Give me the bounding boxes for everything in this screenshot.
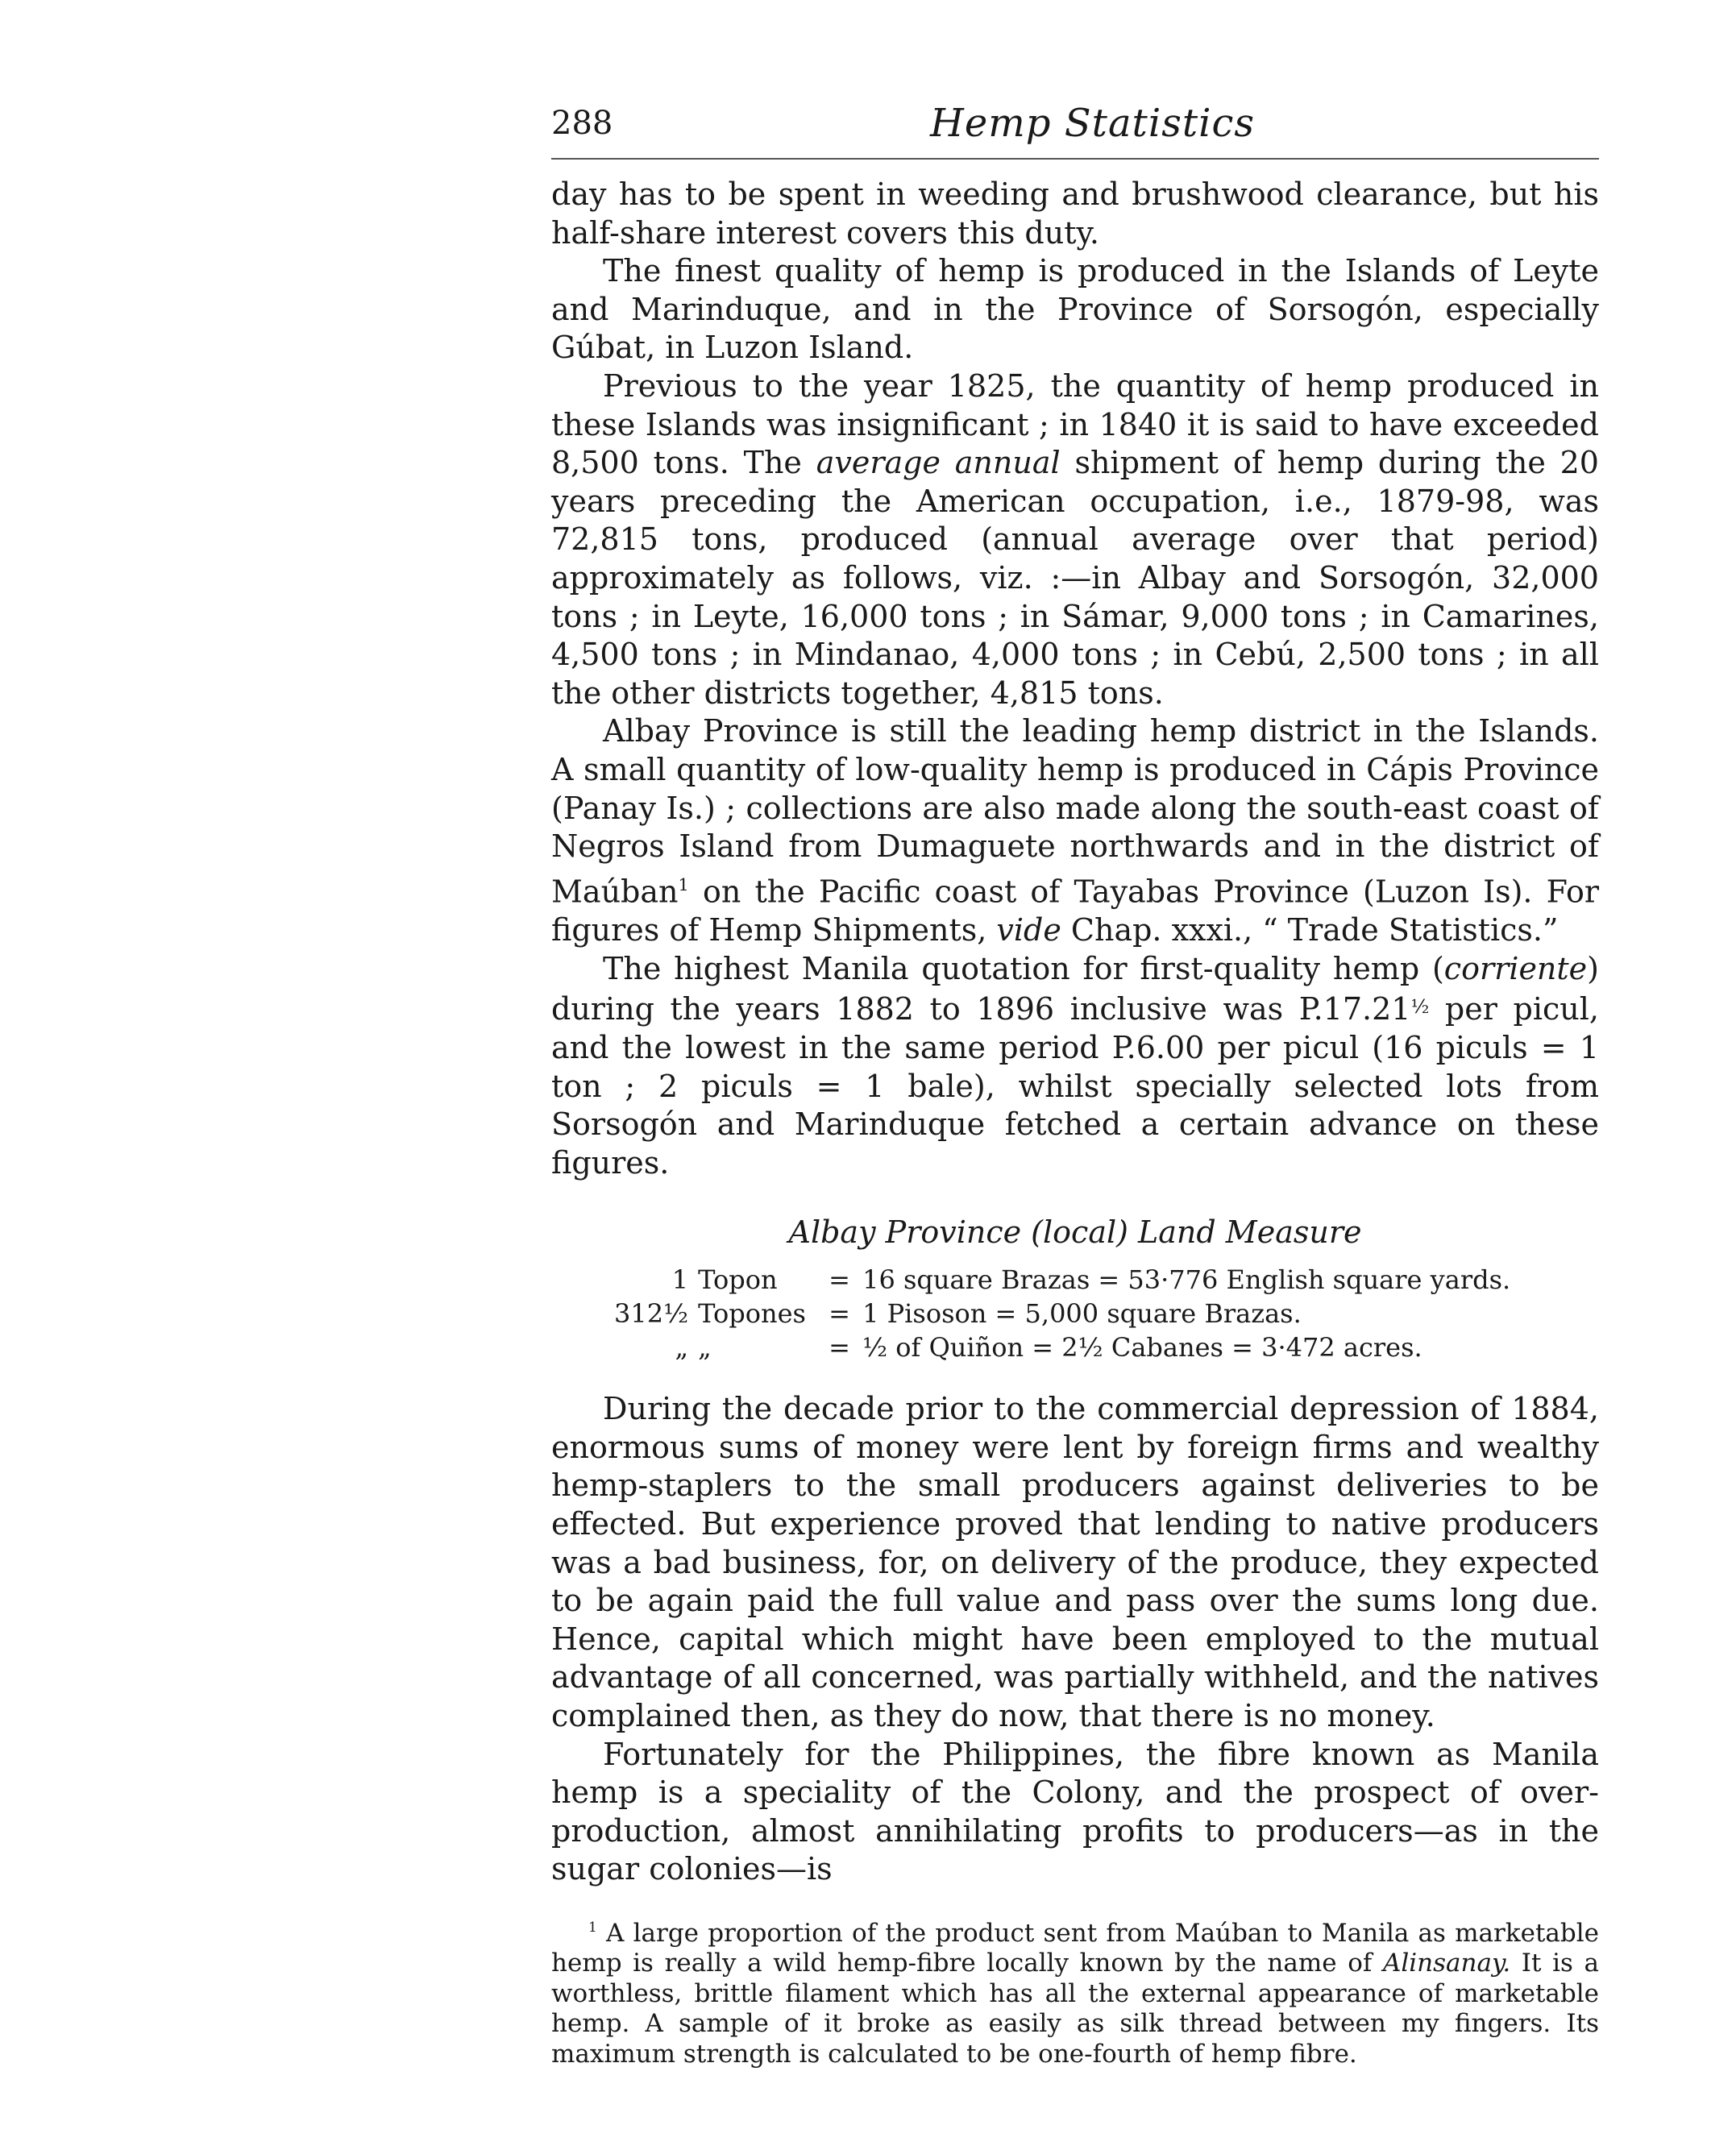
table-row [614, 1330, 1520, 1364]
footnote-marker: 1 [588, 1920, 597, 1936]
paragraph-1: day has to be spent in weeding and brushwood clearance, but his half-share interest covers this duty. [551, 176, 1599, 251]
paragraph-7: Fortunately for the Philippines, the fibre known as Manila hemp is a speciality of the Colony, and the prospect of over-production, almost annihilating profits to producers—as in the sugar colonies—is [551, 1736, 1599, 1887]
measure-qty: „ [675, 1332, 689, 1364]
table-row [614, 1263, 1520, 1297]
paragraph-3 [551, 367, 1599, 712]
measure-value: ½ of Quiñon = 2½ Cabanes = 3·472 acres. [862, 1332, 1422, 1364]
body-text [551, 176, 1599, 2069]
header-rule [551, 158, 1599, 160]
page-number: 288 [551, 105, 613, 142]
page-header [551, 95, 1599, 152]
measure-table-title: Albay Province (local) Land Measure [788, 1214, 1362, 1251]
paragraph-4 [551, 712, 1599, 949]
paragraph-4-text-c: Chap. xxxi., “ Trade Statistics.” [1061, 911, 1559, 948]
paragraph-6: During the decade prior to the commercial depression of 1884, enormous sums of money were lent by foreign firms and wealthy hemp-staplers to the small producers against deliveries to be effected. But experience proved that lending to native producers was a bad business, for, on delivery of the produce, they expected to be again paid the full value and pass over the sums long due. Hence, capital which might have been employed to the mutual advantage of all concerned, was partially withheld, and the natives complained then, as they do now, that there is no money. [551, 1391, 1599, 1734]
paragraph-3-emphasis: average annual [816, 445, 1061, 481]
paragraph-5-text-c: per picul, and the lowest in the same period P.6.00 per picul (16 piculs = 1 ton ; 2 piculs = 1 bale), whilst specially selected lots from Sorsogón and Marinduque fetched a certain advance on these figures. [551, 991, 1599, 1181]
paragraph-5 [551, 950, 1599, 1183]
paragraph-5-text-b: ) during the years 1882 to 1896 inclusive was P.17.21 [551, 950, 1599, 1027]
paragraph-4-text-a: Albay Province is still the leading hemp district in the Islands. A small quantity of low-quality hemp is produced in Cápis Province (Panay Is.) ; collections are also made along the south-east coast of Negros Island from Dumaguete northwards and in the district of Maúban [551, 713, 1599, 910]
running-title: Hemp Statistics [930, 101, 1255, 146]
measure-qty: 1 [671, 1264, 689, 1296]
paragraph-5-text-a: The highest Manila quotation for first-quality hemp ( [603, 950, 1444, 986]
price-fraction: ½ [1410, 995, 1430, 1019]
measure-table [614, 1263, 1520, 1364]
measure-equals: = [829, 1298, 850, 1330]
paragraph-3-text-b: shipment of hemp during the 20 years preceding the American occupation, i.e., 1879-98, was 72,815 tons, produced (annual average over that period) approximately as follows, viz. :—in Albay and Sorsogón, 32,000 tons ; in Leyte, 16,000 tons ; in Sámar, 9,000 tons ; in Camarines, 4,500 tons ; in Mindanao, 4,000 tons ; in Cebú, 2,500 tons ; in all the other districts together, 4,815 tons. [551, 445, 1599, 711]
measure-qty: 312½ [614, 1298, 689, 1330]
footnote-reference: 1 [678, 874, 689, 895]
measure-unit: „ [698, 1332, 712, 1364]
footnote-text-a: A large proportion of the product sent from Maúban to Manila as marketable hemp is really a wild hemp-fibre locally known by the name of [551, 1918, 1599, 1978]
table-row [614, 1297, 1520, 1330]
footnote-text-b: It is a worthless, brittle filament which has all the external appearance of marketable hemp. A sample of it broke as easily as silk thread between my fingers. Its maximum strength is calculated to be one-fourth of hemp fibre. [551, 1949, 1599, 2069]
measure-equals: = [829, 1264, 850, 1296]
measure-value: 1 Pisoson = 5,000 square Brazas. [862, 1298, 1302, 1330]
footnote-text [551, 1913, 1599, 2069]
paragraph-4-emphasis: vide [996, 911, 1061, 948]
measure-value: 16 square Brazas = 53·776 English square yards. [862, 1264, 1511, 1296]
paragraph-5-emphasis: corriente [1443, 950, 1588, 986]
paragraph-4-text-b: on the Pacific coast of Tayabas Province (Luzon Is). For figures of Hemp Shipments, [551, 874, 1599, 948]
footnote [551, 1913, 1599, 2069]
paragraph-3-text-a: Previous to the year 1825, the quantity of hemp produced in these Islands was insignificant ; in 1840 it is said to have exceeded 8,500 tons. The [551, 367, 1599, 481]
paragraph-2: The finest quality of hemp is produced in the Islands of Leyte and Marinduque, and in the Province of Sorsogón, especially Gúbat, in Luzon Island. [551, 253, 1599, 366]
footnote-emphasis: Alinsanay. [1382, 1949, 1511, 1978]
measure-unit: Topon [698, 1264, 778, 1296]
measure-unit: Topones [698, 1298, 806, 1330]
measure-equals: = [829, 1332, 850, 1364]
